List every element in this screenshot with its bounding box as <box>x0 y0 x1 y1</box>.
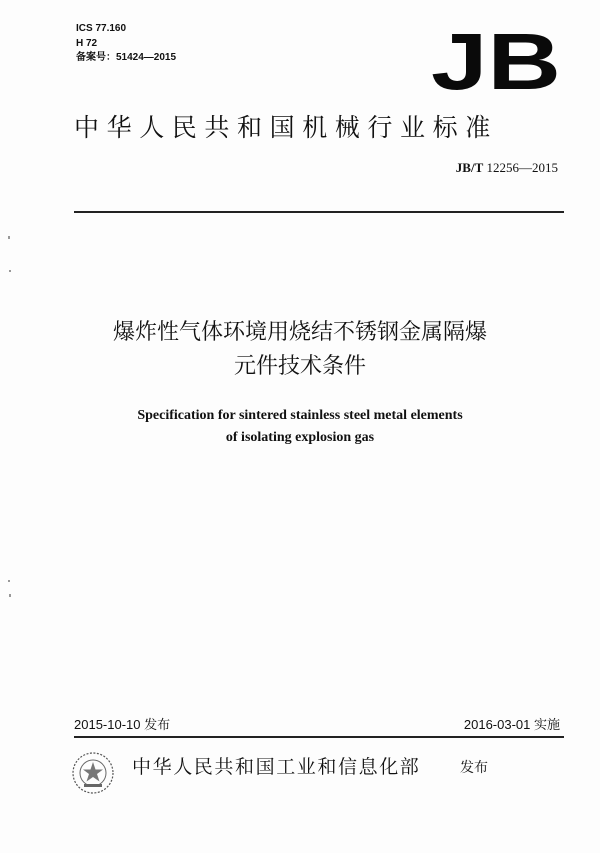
standard-prefix: JB/T <box>455 160 484 175</box>
category-code: H 72 <box>76 37 98 49</box>
issued-label: 发布 <box>460 760 488 776</box>
english-title <box>60 405 540 449</box>
english-title-line-2: of isolating explosion gas <box>225 430 375 445</box>
ics-code: ICS 77.160 <box>76 23 127 34</box>
bottom-divider <box>74 736 564 738</box>
filing-number: 备案号：51424—2015 <box>76 52 177 63</box>
ministry-emblem-icon <box>70 750 116 796</box>
jb-logo <box>428 26 564 96</box>
issuing-body-title: 中华人民共和国机械行业标准 <box>74 113 498 142</box>
issuing-ministry: 中华人民共和国工业和信息化部 <box>132 756 421 778</box>
standard-number <box>456 160 558 176</box>
chinese-title-line-1: 爆炸性气体环境用烧结不锈钢金属隔爆 <box>112 320 487 345</box>
scan-speck <box>9 594 11 597</box>
scan-speck <box>9 270 11 272</box>
chinese-title <box>60 316 540 384</box>
publish-date: 2015-10-10 发布 <box>74 717 171 732</box>
scan-speck <box>8 580 10 582</box>
english-title-line-1: Specification for sintered stainless steel metal elements <box>137 408 463 423</box>
top-divider <box>74 211 564 213</box>
classification-block <box>76 22 176 66</box>
jb-logo-text: JB <box>431 26 561 96</box>
scan-speck <box>8 236 10 239</box>
chinese-title-line-2: 元件技术条件 <box>233 354 366 379</box>
implementation-date: 2016-03-01 实施 <box>463 717 560 732</box>
standard-code: 12256—2015 <box>486 160 558 175</box>
